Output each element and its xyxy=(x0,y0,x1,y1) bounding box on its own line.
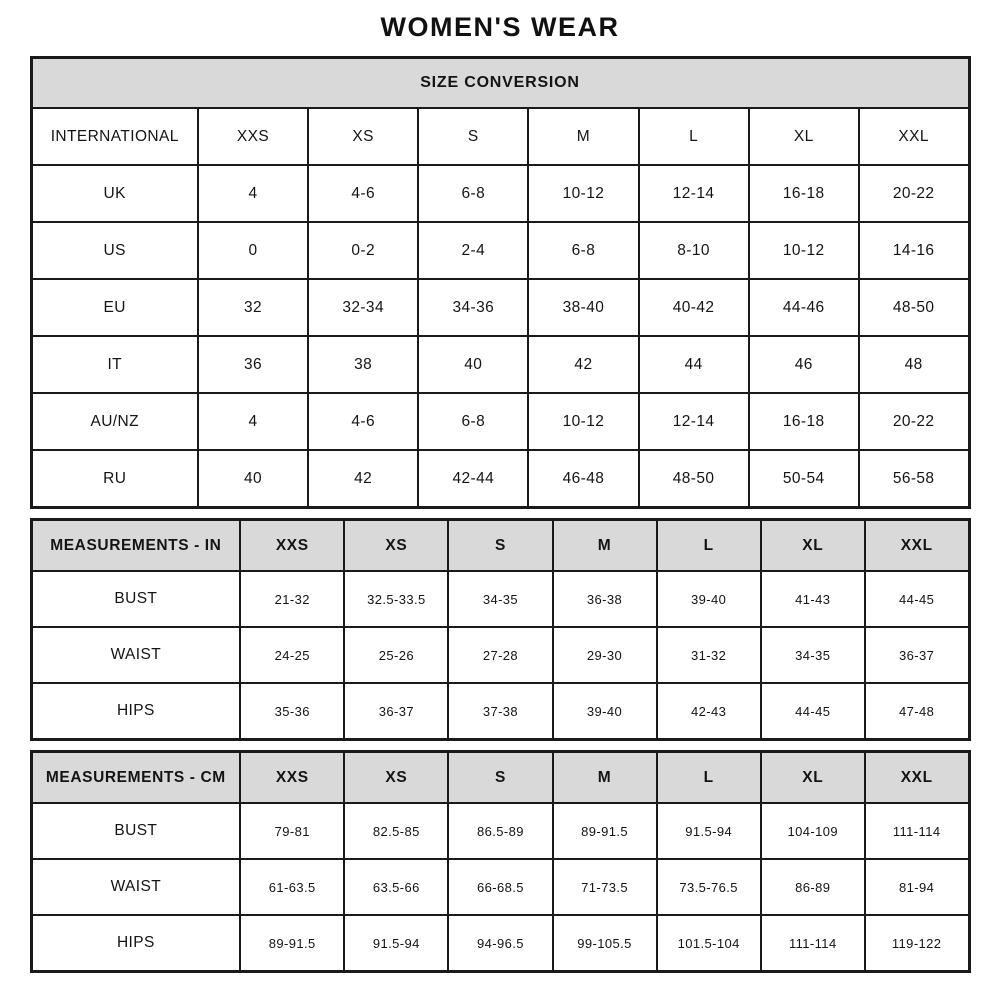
column-header: L xyxy=(657,520,761,572)
value-cell: 8-10 xyxy=(639,222,749,279)
row-label: AU/NZ xyxy=(31,393,198,450)
value-cell: 39-40 xyxy=(657,571,761,627)
value-cell: 37-38 xyxy=(448,683,552,740)
value-cell: 71-73.5 xyxy=(553,859,657,915)
value-cell: 38 xyxy=(308,336,418,393)
table-row xyxy=(31,393,969,450)
value-cell: 101.5-104 xyxy=(657,915,761,972)
value-cell: 56-58 xyxy=(859,450,969,508)
column-header: XL xyxy=(749,108,859,165)
value-cell: 36-37 xyxy=(865,627,969,683)
value-cell: 91.5-94 xyxy=(344,915,448,972)
value-cell: 48-50 xyxy=(639,450,749,508)
measurements-cm-table xyxy=(30,750,971,973)
value-cell: 34-35 xyxy=(448,571,552,627)
value-cell: 24-25 xyxy=(240,627,344,683)
value-cell: 111-114 xyxy=(865,803,969,859)
column-header-row xyxy=(31,520,969,572)
value-cell: 44-45 xyxy=(761,683,865,740)
value-cell: 20-22 xyxy=(859,165,969,222)
row-label: BUST xyxy=(31,571,240,627)
value-cell: 36-38 xyxy=(553,571,657,627)
value-cell: 48 xyxy=(859,336,969,393)
value-cell: 39-40 xyxy=(553,683,657,740)
value-cell: 6-8 xyxy=(418,393,528,450)
column-header: S xyxy=(448,752,552,804)
value-cell: 32-34 xyxy=(308,279,418,336)
value-cell: 42-44 xyxy=(418,450,528,508)
row-label: WAIST xyxy=(31,627,240,683)
value-cell: 42 xyxy=(308,450,418,508)
column-header: XXS xyxy=(240,520,344,572)
value-cell: 4 xyxy=(198,165,308,222)
table-label: INTERNATIONAL xyxy=(31,108,198,165)
table-label: MEASUREMENTS - CM xyxy=(31,752,240,804)
value-cell: 46-48 xyxy=(528,450,638,508)
table-row xyxy=(31,165,969,222)
column-header: XXL xyxy=(865,752,969,804)
column-header-row xyxy=(31,752,969,804)
value-cell: 10-12 xyxy=(528,165,638,222)
table-row xyxy=(31,336,969,393)
value-cell: 14-16 xyxy=(859,222,969,279)
value-cell: 36 xyxy=(198,336,308,393)
column-header: L xyxy=(657,752,761,804)
value-cell: 10-12 xyxy=(749,222,859,279)
value-cell: 111-114 xyxy=(761,915,865,972)
table-title: SIZE CONVERSION xyxy=(31,58,969,109)
value-cell: 63.5-66 xyxy=(344,859,448,915)
value-cell: 20-22 xyxy=(859,393,969,450)
value-cell: 99-105.5 xyxy=(553,915,657,972)
value-cell: 6-8 xyxy=(418,165,528,222)
column-header: XL xyxy=(761,752,865,804)
value-cell: 61-63.5 xyxy=(240,859,344,915)
value-cell: 81-94 xyxy=(865,859,969,915)
column-header: S xyxy=(448,520,552,572)
value-cell: 79-81 xyxy=(240,803,344,859)
value-cell: 38-40 xyxy=(528,279,638,336)
value-cell: 86.5-89 xyxy=(448,803,552,859)
table-row xyxy=(31,859,969,915)
column-header: XS xyxy=(344,752,448,804)
table-row xyxy=(31,279,969,336)
row-label: US xyxy=(31,222,198,279)
value-cell: 29-30 xyxy=(553,627,657,683)
column-header: M xyxy=(528,108,638,165)
value-cell: 36-37 xyxy=(344,683,448,740)
column-header: XL xyxy=(761,520,865,572)
value-cell: 94-96.5 xyxy=(448,915,552,972)
value-cell: 44 xyxy=(639,336,749,393)
value-cell: 82.5-85 xyxy=(344,803,448,859)
column-header: M xyxy=(553,752,657,804)
value-cell: 42 xyxy=(528,336,638,393)
value-cell: 104-109 xyxy=(761,803,865,859)
value-cell: 40-42 xyxy=(639,279,749,336)
value-cell: 31-32 xyxy=(657,627,761,683)
value-cell: 66-68.5 xyxy=(448,859,552,915)
value-cell: 12-14 xyxy=(639,165,749,222)
column-header: XXL xyxy=(865,520,969,572)
value-cell: 89-91.5 xyxy=(240,915,344,972)
value-cell: 32 xyxy=(198,279,308,336)
value-cell: 40 xyxy=(418,336,528,393)
column-header-row xyxy=(31,108,969,165)
row-label: HIPS xyxy=(31,683,240,740)
value-cell: 47-48 xyxy=(865,683,969,740)
value-cell: 2-4 xyxy=(418,222,528,279)
table-row xyxy=(31,683,969,740)
size-conversion-table xyxy=(30,56,971,509)
value-cell: 50-54 xyxy=(749,450,859,508)
value-cell: 119-122 xyxy=(865,915,969,972)
value-cell: 73.5-76.5 xyxy=(657,859,761,915)
column-header: XXL xyxy=(859,108,969,165)
value-cell: 44-45 xyxy=(865,571,969,627)
table-title-row xyxy=(31,58,969,109)
value-cell: 21-32 xyxy=(240,571,344,627)
column-header: XXS xyxy=(198,108,308,165)
value-cell: 32.5-33.5 xyxy=(344,571,448,627)
table-row xyxy=(31,571,969,627)
value-cell: 16-18 xyxy=(749,165,859,222)
row-label: HIPS xyxy=(31,915,240,972)
column-header: XXS xyxy=(240,752,344,804)
row-label: RU xyxy=(31,450,198,508)
value-cell: 42-43 xyxy=(657,683,761,740)
table-row xyxy=(31,222,969,279)
value-cell: 41-43 xyxy=(761,571,865,627)
value-cell: 27-28 xyxy=(448,627,552,683)
table-row xyxy=(31,450,969,508)
value-cell: 48-50 xyxy=(859,279,969,336)
row-label: IT xyxy=(31,336,198,393)
row-label: UK xyxy=(31,165,198,222)
table-row xyxy=(31,627,969,683)
value-cell: 4 xyxy=(198,393,308,450)
value-cell: 86-89 xyxy=(761,859,865,915)
value-cell: 35-36 xyxy=(240,683,344,740)
column-header: M xyxy=(553,520,657,572)
column-header: S xyxy=(418,108,528,165)
value-cell: 0 xyxy=(198,222,308,279)
value-cell: 10-12 xyxy=(528,393,638,450)
value-cell: 12-14 xyxy=(639,393,749,450)
row-label: BUST xyxy=(31,803,240,859)
column-header: XS xyxy=(344,520,448,572)
column-header: XS xyxy=(308,108,418,165)
value-cell: 46 xyxy=(749,336,859,393)
value-cell: 6-8 xyxy=(528,222,638,279)
value-cell: 4-6 xyxy=(308,393,418,450)
value-cell: 34-35 xyxy=(761,627,865,683)
value-cell: 25-26 xyxy=(344,627,448,683)
table-label: MEASUREMENTS - IN xyxy=(31,520,240,572)
value-cell: 4-6 xyxy=(308,165,418,222)
row-label: EU xyxy=(31,279,198,336)
value-cell: 0-2 xyxy=(308,222,418,279)
value-cell: 16-18 xyxy=(749,393,859,450)
table-row xyxy=(31,915,969,972)
column-header: L xyxy=(639,108,749,165)
value-cell: 91.5-94 xyxy=(657,803,761,859)
value-cell: 40 xyxy=(198,450,308,508)
value-cell: 34-36 xyxy=(418,279,528,336)
row-label: WAIST xyxy=(31,859,240,915)
value-cell: 44-46 xyxy=(749,279,859,336)
value-cell: 89-91.5 xyxy=(553,803,657,859)
page-title: WOMEN'S WEAR xyxy=(380,12,620,42)
table-row xyxy=(31,803,969,859)
measurements-in-table xyxy=(30,518,971,741)
